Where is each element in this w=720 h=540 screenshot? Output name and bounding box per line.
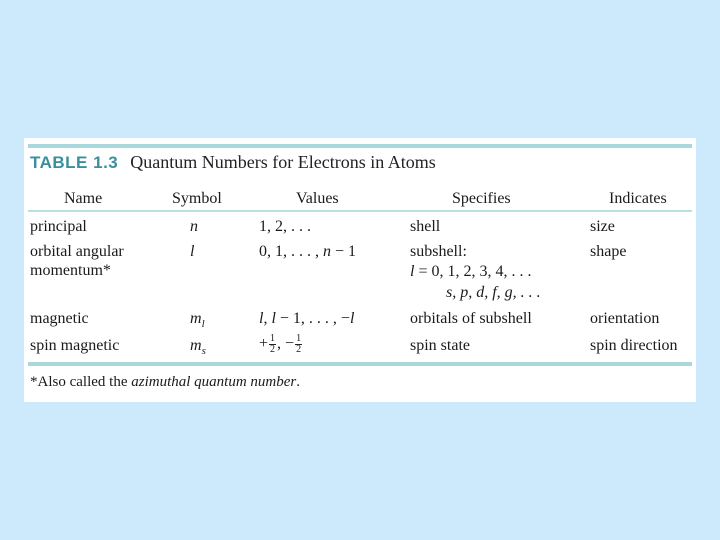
row-magnetic-name: magnetic bbox=[30, 310, 89, 327]
row-principal-specifies: shell bbox=[410, 218, 441, 235]
row-angular-specifies-line3: s, p, d, f, g, . . . bbox=[446, 284, 541, 301]
table-title bbox=[30, 152, 436, 173]
row-angular-symbol: l bbox=[190, 243, 195, 260]
header-indicates: Indicates bbox=[609, 190, 667, 207]
row-magnetic-indicates: orientation bbox=[590, 310, 660, 327]
row-magnetic-specifies: orbitals of subshell bbox=[410, 310, 532, 327]
table-label: TABLE 1.3 bbox=[30, 153, 119, 172]
header-name: Name bbox=[64, 190, 103, 207]
row-principal-values: 1, 2, . . . bbox=[259, 218, 311, 235]
row-angular-values: 0, 1, . . . , n − 1 bbox=[259, 243, 357, 260]
row-angular-specifies-line2: l = 0, 1, 2, 3, 4, . . . bbox=[410, 263, 532, 280]
row-magnetic-values: l, l − 1, . . . , −l bbox=[259, 310, 355, 327]
row-spin-values: + $\frac{1}{2}$ , − $\frac{1}{2}$ bbox=[259, 333, 302, 355]
row-principal-symbol: n bbox=[190, 218, 198, 235]
header-specifies: Specifies bbox=[452, 190, 511, 207]
fraction-half-2: $\frac{1}{2}$ bbox=[296, 333, 302, 355]
row-principal-indicates: size bbox=[590, 218, 615, 235]
row-angular-name-line2: momentum* bbox=[30, 262, 111, 279]
quantum-numbers-table bbox=[24, 138, 696, 402]
top-rule bbox=[28, 144, 692, 148]
row-angular-specifies-line1: subshell: bbox=[410, 243, 467, 260]
header-values: Values bbox=[296, 190, 339, 207]
header-symbol: Symbol bbox=[172, 190, 222, 207]
row-spin-indicates: spin direction bbox=[590, 337, 678, 354]
header-rule bbox=[28, 210, 692, 212]
table-caption: Quantum Numbers for Electrons in Atoms bbox=[130, 152, 436, 172]
table-footnote: *Also called the azimuthal quantum number. bbox=[30, 374, 300, 390]
row-angular-name-line1: orbital angular bbox=[30, 243, 124, 260]
row-magnetic-symbol: $m_l$ bbox=[190, 310, 205, 330]
row-angular-indicates: shape bbox=[590, 243, 627, 260]
row-spin-specifies: spin state bbox=[410, 337, 470, 354]
row-spin-symbol: $m_s$ bbox=[190, 337, 206, 357]
bottom-rule bbox=[28, 362, 692, 366]
row-spin-name: spin magnetic bbox=[30, 337, 120, 354]
fraction-half-1: $\frac{1}{2}$ bbox=[270, 333, 276, 355]
row-principal-name: principal bbox=[30, 218, 87, 235]
